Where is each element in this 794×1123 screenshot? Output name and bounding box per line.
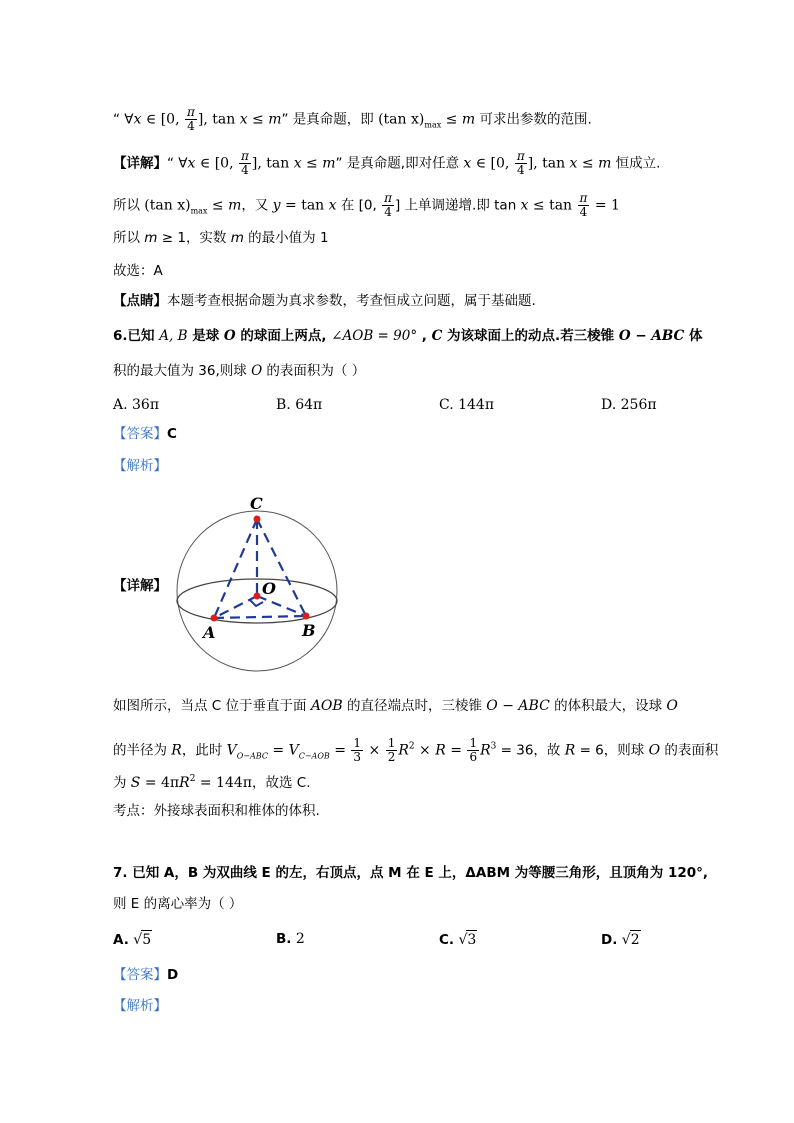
right-angle-mark	[250, 600, 263, 606]
edge-cb	[257, 519, 306, 616]
q6-analysis-tag: 【解析】	[113, 458, 167, 474]
q5-result-line: 所以 m ≥ 1，实数 m 的最小值为 1	[113, 230, 329, 246]
q5-monotonic-line: 所以 (tan $x)_{max} \le m$，又 y = tan x 在 [0, $\frac{\pi}{4}$ ] 上单调递增.即 tan x ≤ tan $\frac{\pi}{4}$ = 1	[113, 191, 620, 219]
q7-stem-line2: 则 E 的离心率为（ ）	[113, 896, 243, 912]
q5-detail-line: 【详解】“ ∀x ∈ [0, $\frac{\pi}{4}$ ], tan x ≤ m” 是真命题,即对任意 x ∈ [0, $\frac{\pi}{4}$ ], tan x ≤ m 恒成立.	[113, 149, 661, 177]
edge-ob	[257, 596, 306, 616]
q6-solution-line2: 的半径为 R，此时 $V_{O-ABC} = V_{C-AOB}$ = $\frac{1}{3}$ × $\frac{1}{2}$ $R^2 \times R$ = $\frac{1}{6}$ $R^3 = 36$，故 R = 6，则球 O 的表面积	[113, 736, 719, 764]
detail-tag: 【详解】	[113, 155, 167, 172]
q5-comment: 【点睛】本题考查根据命题为真求参数，考查恒成立问题，属于基础题.	[113, 293, 536, 309]
q6-detail-tag: 【详解】	[113, 578, 167, 594]
q6-solution-line3: 为 $S = 4\pi R^2 = 144\pi$，故选 C.	[113, 774, 311, 791]
label-o: O	[262, 579, 276, 598]
label-b: B	[302, 621, 316, 640]
q7-option-c: C. √3	[439, 932, 477, 948]
q7-option-a: A. √5	[113, 932, 152, 948]
edge-oa	[214, 596, 257, 618]
label-a: A	[203, 623, 216, 642]
q7-answer: 【答案】D	[113, 967, 179, 983]
edge-ab	[214, 616, 306, 618]
edge-ca	[214, 519, 257, 618]
q6-solution-line1: 如图所示，当点 C 位于垂直于面 AOB 的直径端点时，三棱锥 O − ABC 的体积最大，设球 O	[113, 698, 678, 714]
point-o	[254, 593, 261, 600]
q7-option-b: B. 2	[276, 931, 305, 947]
q6-option-b: B. 64π	[276, 397, 323, 413]
q6-option-d: D. 256π	[601, 397, 657, 413]
q6-answer: 【答案】C	[113, 426, 177, 442]
q6-stem-line1: 6.已知 A, B 是球 O 的球面上两点, ∠AOB = 90° , C 为该球面上的动点.若三棱锥 O − ABC 体	[113, 328, 703, 344]
q7-option-d: D. √2	[601, 932, 640, 948]
q6-option-a: A. 36π	[113, 397, 160, 413]
q5-condition-line: “ ∀x ∈ [0, $\frac{\pi}{4}$ ], tan x ≤ m” 是真命题，即 (tan $x)_{max} \le m$ 可求出参数的范围.	[113, 105, 592, 133]
q7-analysis-tag: 【解析】	[113, 998, 167, 1014]
q6-kaodian: 考点：外接球表面积和椎体的体积.	[113, 803, 320, 819]
q6-option-c: C. 144π	[439, 397, 495, 413]
label-c: C	[250, 494, 263, 513]
sphere-figure	[170, 488, 350, 680]
q5-choice: 故选：A	[113, 263, 163, 279]
q6-stem-line2: 积的最大值为 36,则球 O 的表面积为（ ）	[113, 363, 366, 379]
point-b	[303, 613, 310, 620]
point-c	[254, 516, 261, 523]
point-a	[211, 615, 218, 622]
q7-stem-line1: 7. 已知 A，B 为双曲线 E 的左，右顶点，点 M 在 E 上，ΔABM 为等腰三角形，且顶角为 120°,	[113, 865, 709, 881]
